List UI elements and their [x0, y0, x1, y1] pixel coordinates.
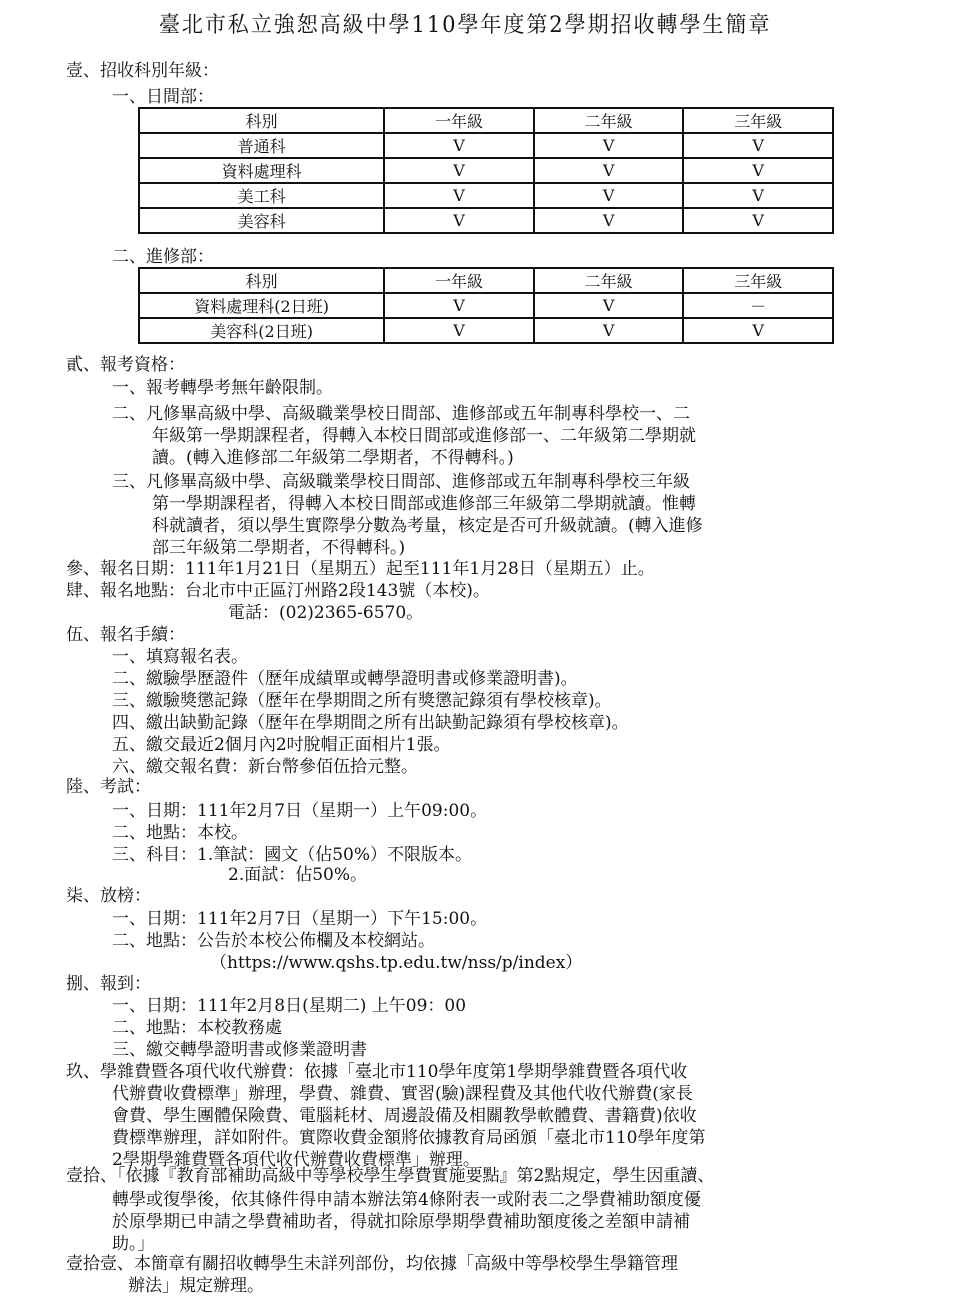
section-2-item-3-line-2: 第一學期課程者，得轉入本校日間部或進修部三年級第二學期就讀。惟轉 — [152, 494, 696, 514]
table-cell: V — [683, 183, 833, 208]
column-header: 三年級 — [683, 268, 833, 293]
section-6-heading: 陸、考試： — [66, 777, 151, 797]
section-6-exam-date: 一、日期：111年2月7日（星期一）上午09:00。 — [112, 801, 488, 821]
table-row — [139, 183, 833, 208]
section-2-item-2-line-3: 讀。(轉入進修部二年級第二學期者，不得轉科。) — [152, 448, 514, 468]
column-header: 一年級 — [384, 108, 534, 133]
table-cell: V — [683, 133, 833, 158]
section-4-phone: 電話：(02)2365-6570。 — [228, 603, 424, 623]
school-website-link[interactable]: （https://www.qshs.tp.edu.tw/nss/p/index） — [210, 953, 583, 973]
section-5-item: 四、繳出缺勤記錄（歷年在學期間之所有出缺勤記錄須有學校核章)。 — [112, 713, 629, 733]
column-header: 一年級 — [384, 268, 534, 293]
table-cell: V — [384, 208, 534, 233]
section-2-item-2-line-1: 二、凡修畢高級中學、高級職業學校日間部、進修部或五年制專科學校一、二 — [112, 404, 690, 424]
table-cell: － — [683, 293, 833, 318]
section-6-exam-place: 二、地點：本校。 — [112, 823, 248, 843]
table-header-row — [139, 108, 833, 133]
table-row — [139, 158, 833, 183]
table-cell: 資料處理科 — [139, 158, 384, 183]
table-cell: V — [384, 318, 534, 343]
table-cell: 美容科(2日班) — [139, 318, 384, 343]
column-header: 科別 — [139, 108, 384, 133]
day-division-heading: 一、日間部： — [112, 87, 214, 107]
table-cell: V — [534, 293, 684, 318]
table-cell: V — [384, 293, 534, 318]
table-cell: V — [384, 158, 534, 183]
section-8-report-place: 二、地點：本校教務處 — [112, 1018, 282, 1038]
section-5-item: 一、填寫報名表。 — [112, 647, 248, 667]
table-cell: V — [683, 318, 833, 343]
table-cell: V — [534, 208, 684, 233]
section-11-line-2: 辦法」規定辦理。 — [128, 1276, 264, 1296]
section-5-heading: 伍、報名手續： — [66, 625, 185, 645]
section-1-heading: 壹、招收科別年級： — [66, 61, 219, 81]
table-cell: V — [534, 318, 684, 343]
table-cell: V — [384, 133, 534, 158]
section-7-result-place: 二、地點：公告於本校公佈欄及本校網站。 — [112, 931, 435, 951]
column-header: 二年級 — [534, 268, 684, 293]
column-header: 二年級 — [534, 108, 684, 133]
table-cell: 普通科 — [139, 133, 384, 158]
section-8-heading: 捌、報到： — [66, 974, 151, 994]
section-2-item-3-line-3: 科就讀者，須以學生實際學分數為考量，核定是否可升級就讀。(轉入進修 — [152, 516, 703, 536]
section-6-exam-interview: 2.面試：佔50%。 — [228, 865, 368, 885]
table-row — [139, 133, 833, 158]
table-cell: V — [534, 158, 684, 183]
section-9-line-3: 會費、學生團體保險費、電腦耗材、周邊設備及相關教學軟體費、書籍費)依收 — [112, 1106, 697, 1126]
section-5-item: 二、繳驗學歷證件（歷年成績單或轉學證明書或修業證明書)。 — [112, 669, 578, 689]
section-10-line-3: 於原學期已申請之學費補助者，得就扣除原學期學費補助額度後之差額申請補 — [112, 1212, 690, 1232]
section-2-heading: 貳、報考資格： — [66, 355, 185, 375]
section-5-item: 五、繳交最近2個月內2吋脫帽正面相片1張。 — [112, 735, 451, 755]
table-row — [139, 208, 833, 233]
section-2-item-2-line-2: 年級第一學期課程者，得轉入本校日間部或進修部一、二年級第二學期就 — [152, 426, 696, 446]
table-cell: 美工科 — [139, 183, 384, 208]
table-row — [139, 318, 833, 343]
section-2-item-1: 一、報考轉學考無年齡限制。 — [112, 378, 333, 398]
table-header-row — [139, 268, 833, 293]
section-6-exam-subjects: 三、科目：1.筆試：國文（佔50%）不限版本。 — [112, 845, 473, 865]
section-8-report-documents: 三、繳交轉學證明書或修業證明書 — [112, 1040, 367, 1060]
table-row — [139, 293, 833, 318]
section-10-line-1: 壹拾、「依據『教育部補助高級中等學校學生學費實施要點』第2點規定，學生因重讀、 — [66, 1166, 715, 1186]
table-cell: 資料處理科(2日班) — [139, 293, 384, 318]
table-cell: V — [384, 183, 534, 208]
section-8-report-date: 一、日期：111年2月8日(星期二) 上午09：00 — [112, 996, 467, 1016]
section-7-heading: 柒、放榜： — [66, 886, 151, 906]
section-2-item-3-line-4: 部三年級第二學期者，不得轉科。) — [152, 538, 406, 558]
section-10-line-4: 助。」 — [112, 1234, 155, 1254]
table-cell: V — [683, 158, 833, 183]
section-9-line-2: 代辦費收費標準」辦理，學費、雜費、實習(驗)課程費及其他代收代辦費(家長 — [112, 1084, 693, 1104]
table-cell: V — [534, 183, 684, 208]
section-5-item: 六、繳交報名費：新台幣參佰伍拾元整。 — [112, 757, 418, 777]
section-3-registration-date: 參、報名日期：111年1月21日（星期五）起至111年1月28日（星期五）止。 — [66, 559, 655, 579]
section-10-line-2: 轉學或復學後，依其條件得申請本辦法第4條附表一或附表二之學費補助額度優 — [112, 1190, 701, 1210]
section-11-line-1: 壹拾壹、本簡章有關招收轉學生未詳列部份，均依據「高級中等學校學生學籍管理 — [66, 1254, 678, 1274]
night-division-heading: 二、進修部： — [112, 247, 214, 267]
table-cell: 美容科 — [139, 208, 384, 233]
column-header: 科別 — [139, 268, 384, 293]
table-cell: V — [534, 133, 684, 158]
section-9-line-4: 費標準辦理，詳如附件。實際收費金額將依據教育局函頒「臺北市110學年度第 — [112, 1128, 706, 1148]
document-title: 臺北市私立強恕高級中學110學年度第2學期招收轉學生簡章 — [158, 13, 772, 38]
section-7-result-date: 一、日期：111年2月7日（星期一）下午15:00。 — [112, 909, 488, 929]
column-header: 三年級 — [683, 108, 833, 133]
day-division-table — [138, 107, 834, 234]
table-cell: V — [683, 208, 833, 233]
section-5-item: 三、繳驗獎懲記錄（歷年在學期間之所有獎懲記錄須有學校核章)。 — [112, 691, 612, 711]
section-4-registration-place: 肆、報名地點：台北市中正區汀州路2段143號（本校)。 — [66, 581, 490, 601]
section-9-line-5: 2學期學雜費暨各項代收代辦費收費標準」辦理。 — [112, 1150, 480, 1170]
night-division-table — [138, 267, 834, 344]
section-9-line-1: 玖、學雜費暨各項代收代辦費：依據「臺北市110學年度第1學期學雜費暨各項代收 — [66, 1062, 688, 1082]
section-2-item-3-line-1: 三、凡修畢高級中學、高級職業學校日間部、進修部或五年制專科學校三年級 — [112, 472, 690, 492]
